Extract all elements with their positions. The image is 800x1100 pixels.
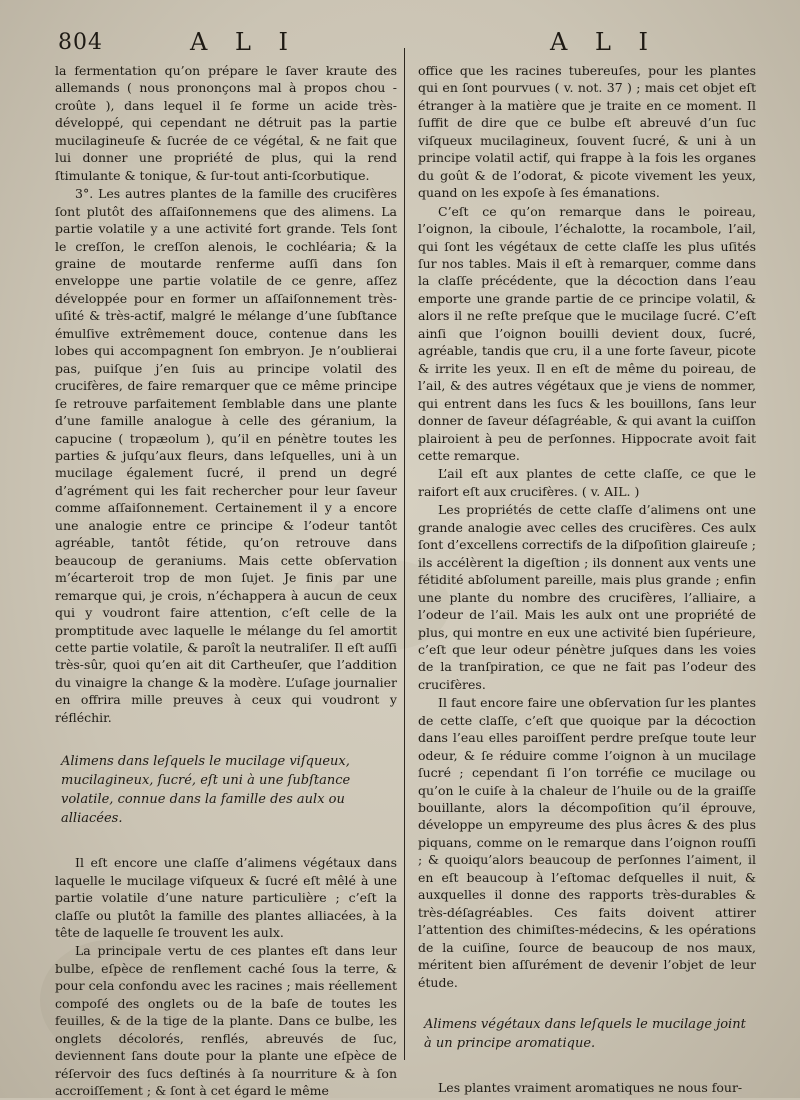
- right-column: [418, 62, 756, 1096]
- paragraph: C’eſt ce qu’on remarque dans le poireau, l’oignon, la ciboule, l’échalotte, la rocambole, l’ail, qui ſont les végétaux de cette claſſe les plus uſités ſur nos tables. Mais il eſt à remarquer, comme dans la claſſe précédente, que la décoction dans l’eau emporte une grande partie de ce principe volatil, & alors il ne reſte preſque que le mucilage ſucré. C’eſt ainſi que l’oignon bouilli devient doux, ſucré, agréable, tandis que cru, il a une forte ſaveur, picote & irrite les yeux. Il en eſt de même du poireau, de l’ail, & des autres végétaux que je viens de nommer, qui entrent dans les ſucs & les bouillons, ſans leur donner de ſaveur déſagréable, & qui avant la cuiſſon plairoient à peu de perſonnes. Hippocrate avoit fait cette remarque.: [418, 203, 756, 463]
- page-number: 804: [58, 30, 103, 55]
- paragraph: La principale vertu de ces plantes eſt dans leur bulbe, eſpèce de renflement caché ſous la terre, & pour cela confondu avec les racines ; mais réellement compoſé des onglets ou de la baſe de toutes les feuilles, & de la tige de la plante. Dans ce bulbe, les onglets décolorés, renflés, abreuvés de ſuc, deviennent ſans doute pour la plante une eſpèce de réſervoir des ſucs deſtinés à ſa nourriture & à ſon accroiſſement ; & ſont à cet égard le même: [55, 943, 397, 1099]
- paragraph: office que les racines tubereuſes, pour les plantes qui en ſont pourvues ( v. not. 37 ) ; mais cet objet eſt étranger à la matière que je traite en ce moment. Il ſuffit de dire que ce bulbe eſt abreuvé d’un ſuc viſqueux mucilagineux, ſouvent ſucré, & uni à un principe volatil actif, qui frappe à la fois les organes du goût & de l’odorat, & picote vivement les yeux, quand on les expoſe à ſes émanations.: [418, 63, 756, 201]
- section-heading: Alimens dans leſquels le mucilage viſqueux, mucilagineux, ſucré, eſt uni à une ſubſtance volatile, connue dans la famille des aulx ou alliacées.: [61, 754, 351, 827]
- paragraph: la fermentation qu’on prépare le ſaver kraute des allemands ( nous prononçons mal à propos chou - croûte ), dans lequel il ſe forme un acide très-développé, qui cependant ne détruit pas la partie mucilagineuſe & ſucrée de ce végétal, & ne fait que lui donner une propriété de plus, qui la rend ſtimulante & tonique, & ſur-tout anti-ſcorbutique.: [55, 63, 397, 183]
- running-head-right: A L I: [550, 28, 659, 56]
- paragraph: Il faut encore faire une obſervation ſur les plantes de cette claſſe, c’eſt que quoique par la décoction dans l’eau elles paroiſſent perdre preſque toute leur odeur, & ſe réduire comme l’oignon à un mucilage ſucré ; cependant ſi l’on torréfie ce mucilage ou qu’on le cuiſe à la chaleur de l’huile ou de la graiſſe bouillante, alors la décompoſition qu’il éprouve, développe un empyreume des plus âcres & des plus piquans, comme on le remarque dans l’oignon rouſſi ; & quoiqu’alors beaucoup de perſonnes l’aiment, il en eſt beaucoup à l’eſtomac deſquelles il nuit, & auxquelles il donne des rapports très-durables & très-déſagréables. Ces faits doivent attirer l’attention des chimiſtes-médecins, & les opérations de la cuiſine, ſource de beaucoup de nos maux, méritent bien aſſurément de devenir l’objet de leur étude.: [418, 695, 756, 990]
- paragraph: Les propriétés de cette claſſe d’alimens ont une grande analogie avec celles des crucifères. Ces aulx ſont d’excellens correctifs de la diſpoſition glaireuſe ; ils accélèrent la digeſtion ; ils donnent aux vents une fétidité abſolument pareille, mais plus grande ; enfin une plante du nombre des crucifères, l’alliaire, a l’odeur de l’ail. Mais les aulx ont une propriété de plus, qui montre en eux une activité bien ſupérieure, c’eſt que leur odeur pénètre juſques dans les voies de la tranſpiration, ce que ne fait pas l’odeur des crucifères.: [418, 502, 756, 692]
- paragraph: L’ail eſt aux plantes de cette claſſe, ce que le raifort eſt aux crucifères. ( v. AIL. ): [418, 466, 756, 499]
- paragraph: Les plantes vraiment aromatiques ne nous four-: [438, 1080, 743, 1096]
- paragraph: 3°. Les autres plantes de la famille des crucifères ſont plutôt des aſſaiſonnemens que des alimens. La partie volatile y a une activité fort grande. Tels ſont le creſſon, le creſſon alenois, le cochléaria; & la graine de moutarde renferme auſſi dans ſon enveloppe une partie volatile de ce genre, aſſez développée pour en former un aſſaiſonnement très-uſité & très-actif, malgré le mélange d’une ſubſtance émulſive extrêmement douce, contenue dans les lobes qui accompagnent ſon embryon. Je n’oublierai pas, puiſque j’en ſuis au principe volatil des crucifères, de faire remarquer que ce même principe ſe retrouve parfaitement ſemblable dans une plante d’une famille analogue à celle des géranium, la capucine ( tropæolum ), qu’il en pénètre toutes les parties & juſqu’aux fleurs, dans leſquelles, uni à un mucilage également ſucré, il prend un degré d’agrément qui les fait rechercher pour leur ſaveur comme aſſaiſonnement. Certainement il y a encore une analogie entre ce principe & l’odeur tantôt agréable, tantôt fétide, qu’on retrouve dans beaucoup de geraniums. Mais cette obſervation m’écarteroit trop de mon ſujet. Je finis par une remarque qui, je crois, n’échappera à aucun de ceux qui y voudront faire attention, c’eſt celle de la promptitude avec laquelle le mélange du ſel amortit cette partie volatile, & paroît la neutraliſer. Il eſt auſſi très-sûr, quoi qu’en ait dit Cartheuſer, que l’addition du vinaigre la change & la modère. L’uſage journalier en offrira mille preuves à ceux qui voudront y réfléchir.: [55, 186, 397, 725]
- section-heading: Alimens végétaux dans leſquels le mucilage joint à un principe aromatique.: [424, 1017, 746, 1052]
- left-column: [55, 62, 397, 1099]
- page-header: [0, 24, 800, 64]
- paragraph: Il eſt encore une claſſe d’alimens végétaux dans laquelle le mucilage viſqueux & ſucré eſt mêlé à une partie volatile d’une nature particulière ; c’eſt la claſſe ou plutôt la famille des plantes alliacées, à la tête de laquelle ſe trouvent les aulx.: [55, 855, 397, 941]
- column-divider: [404, 48, 405, 1060]
- running-head-left: A L I: [190, 28, 299, 56]
